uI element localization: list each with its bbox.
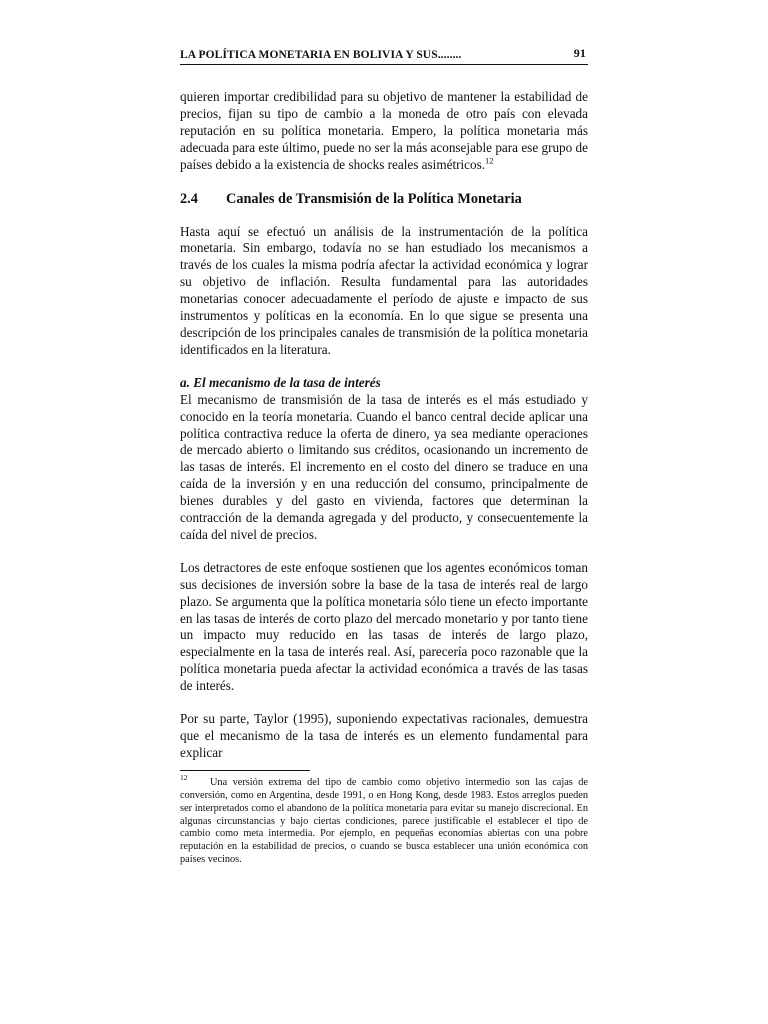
paragraph-4: Los detractores de este enfoque sostienen que los agentes económicos toman sus decisiones de inversión sobre la base de la tasa de interés real de largo plazo. Se argumenta que la política monetaria sólo tiene un efecto importante en las tasas de interés de corto plazo del mercado monetario y por tanto tiene un impacto muy reducido en las tasas de interés de largo plazo, especialmente en la tasa de interés real. Así, parecería poco razonable que la política monetaria pueda afectar la actividad económica a través de las tasas de interés.	[180, 559, 588, 694]
page-number: 91	[573, 46, 586, 60]
paragraph-5: Por su parte, Taylor (1995), suponiendo expectativas racionales, demuestra que el mecanismo de la tasa de interés es un elemento fundamental para explicar	[180, 711, 588, 760]
document-page	[180, 40, 588, 867]
section-heading	[180, 191, 588, 208]
section-title: Canales de Transmisión de la Política Monetaria	[226, 190, 522, 207]
footnote-reference[interactable]: 12	[485, 155, 494, 166]
footnote-divider	[180, 770, 310, 771]
subsection-heading: a. El mecanismo de la tasa de interés	[180, 374, 381, 390]
paragraph-1	[180, 89, 588, 174]
paragraph-1-text: quieren importar credibilidad para su objetivo de mantener la estabilidad de precios, fijan su tipo de cambio a la moneda de otro país con elevada reputación en su política monetaria. Empero, la política monetaria más adecuada para este último, puede no ser la más aconsejable para ese grupo de países debido a la existencia de shocks reales asimétricos.	[180, 89, 588, 172]
paragraph-3: El mecanismo de transmisión de la tasa de interés es el más estudiado y conocido en la teoría monetaria. Cuando el banco central decide aplicar una política contractiva reduce la oferta de dinero, ya sea mediante operaciones de mercado abierto o limitando sus créditos, ocasionando un incremento de las tasas de interés. El incremento en el costo del dinero se traduce en una caída de la inversión y en una reducción del consumo, principalmente de bienes durables y del gasto en vivienda, factores que determinan la contracción de la demanda agregada y del producto, y consecuentemente la caída del nivel de precios.	[180, 391, 588, 542]
footnote: 12 Una versión extrema del tipo de cambio como objetivo intermedio son las cajas de conversión, como en Argentina, desde 1991, o en Hong Kong, desde 1983. Estos arreglos pueden ser interpretados como el abandono de la política monetaria para evitar su manejo discrecional. En algunas circunstancias y bajo ciertas condiciones, parece justificable el establecer el tipo de cambio como meta intermedia. Por ejemplo, en pequeñas economías abiertas con una pobre reputación en la estabilidad de precios, o cuando se busca establecer una unión económica con países vecinos.	[180, 773, 588, 866]
paragraph-2: Hasta aquí se efectuó un análisis de la instrumentación de la política monetaria. Sin embargo, todavía no se han estudiado los mecanismos a través de los cuales la misma podría afectar la actividad económica y lograr su objetivo de inflación. Resulta fundamental para las autoridades monetarias conocer adecuadamente el período de ajuste e impacto de sus instrumentos y políticas en la economía. En lo que sigue se presenta una descripción de los principales canales de transmisión de la política monetaria identificados en la literatura.	[180, 223, 588, 357]
running-header	[180, 46, 588, 65]
header-title: LA POLÍTICA MONETARIA EN BOLIVIA Y SUS........	[180, 49, 462, 61]
section-number: 2.4	[180, 190, 198, 207]
footnote-text: Una versión extrema del tipo de cambio como objetivo intermedio son las cajas de conversión, como en Argentina, desde 1991, o en Hong Kong, desde 1983. Estos arreglos pueden ser interpretados como el abandono de la política monetaria para evitar su manejo discrecional. En algunas circunstancias y bajo ciertas condiciones, parece justificable el establecer el tipo de cambio como meta intermedia. Por ejemplo, en pequeñas economías abiertas con una pobre reputación en la estabilidad de precios, o cuando se busca establecer una unión económica con países vecinos.	[180, 776, 588, 866]
